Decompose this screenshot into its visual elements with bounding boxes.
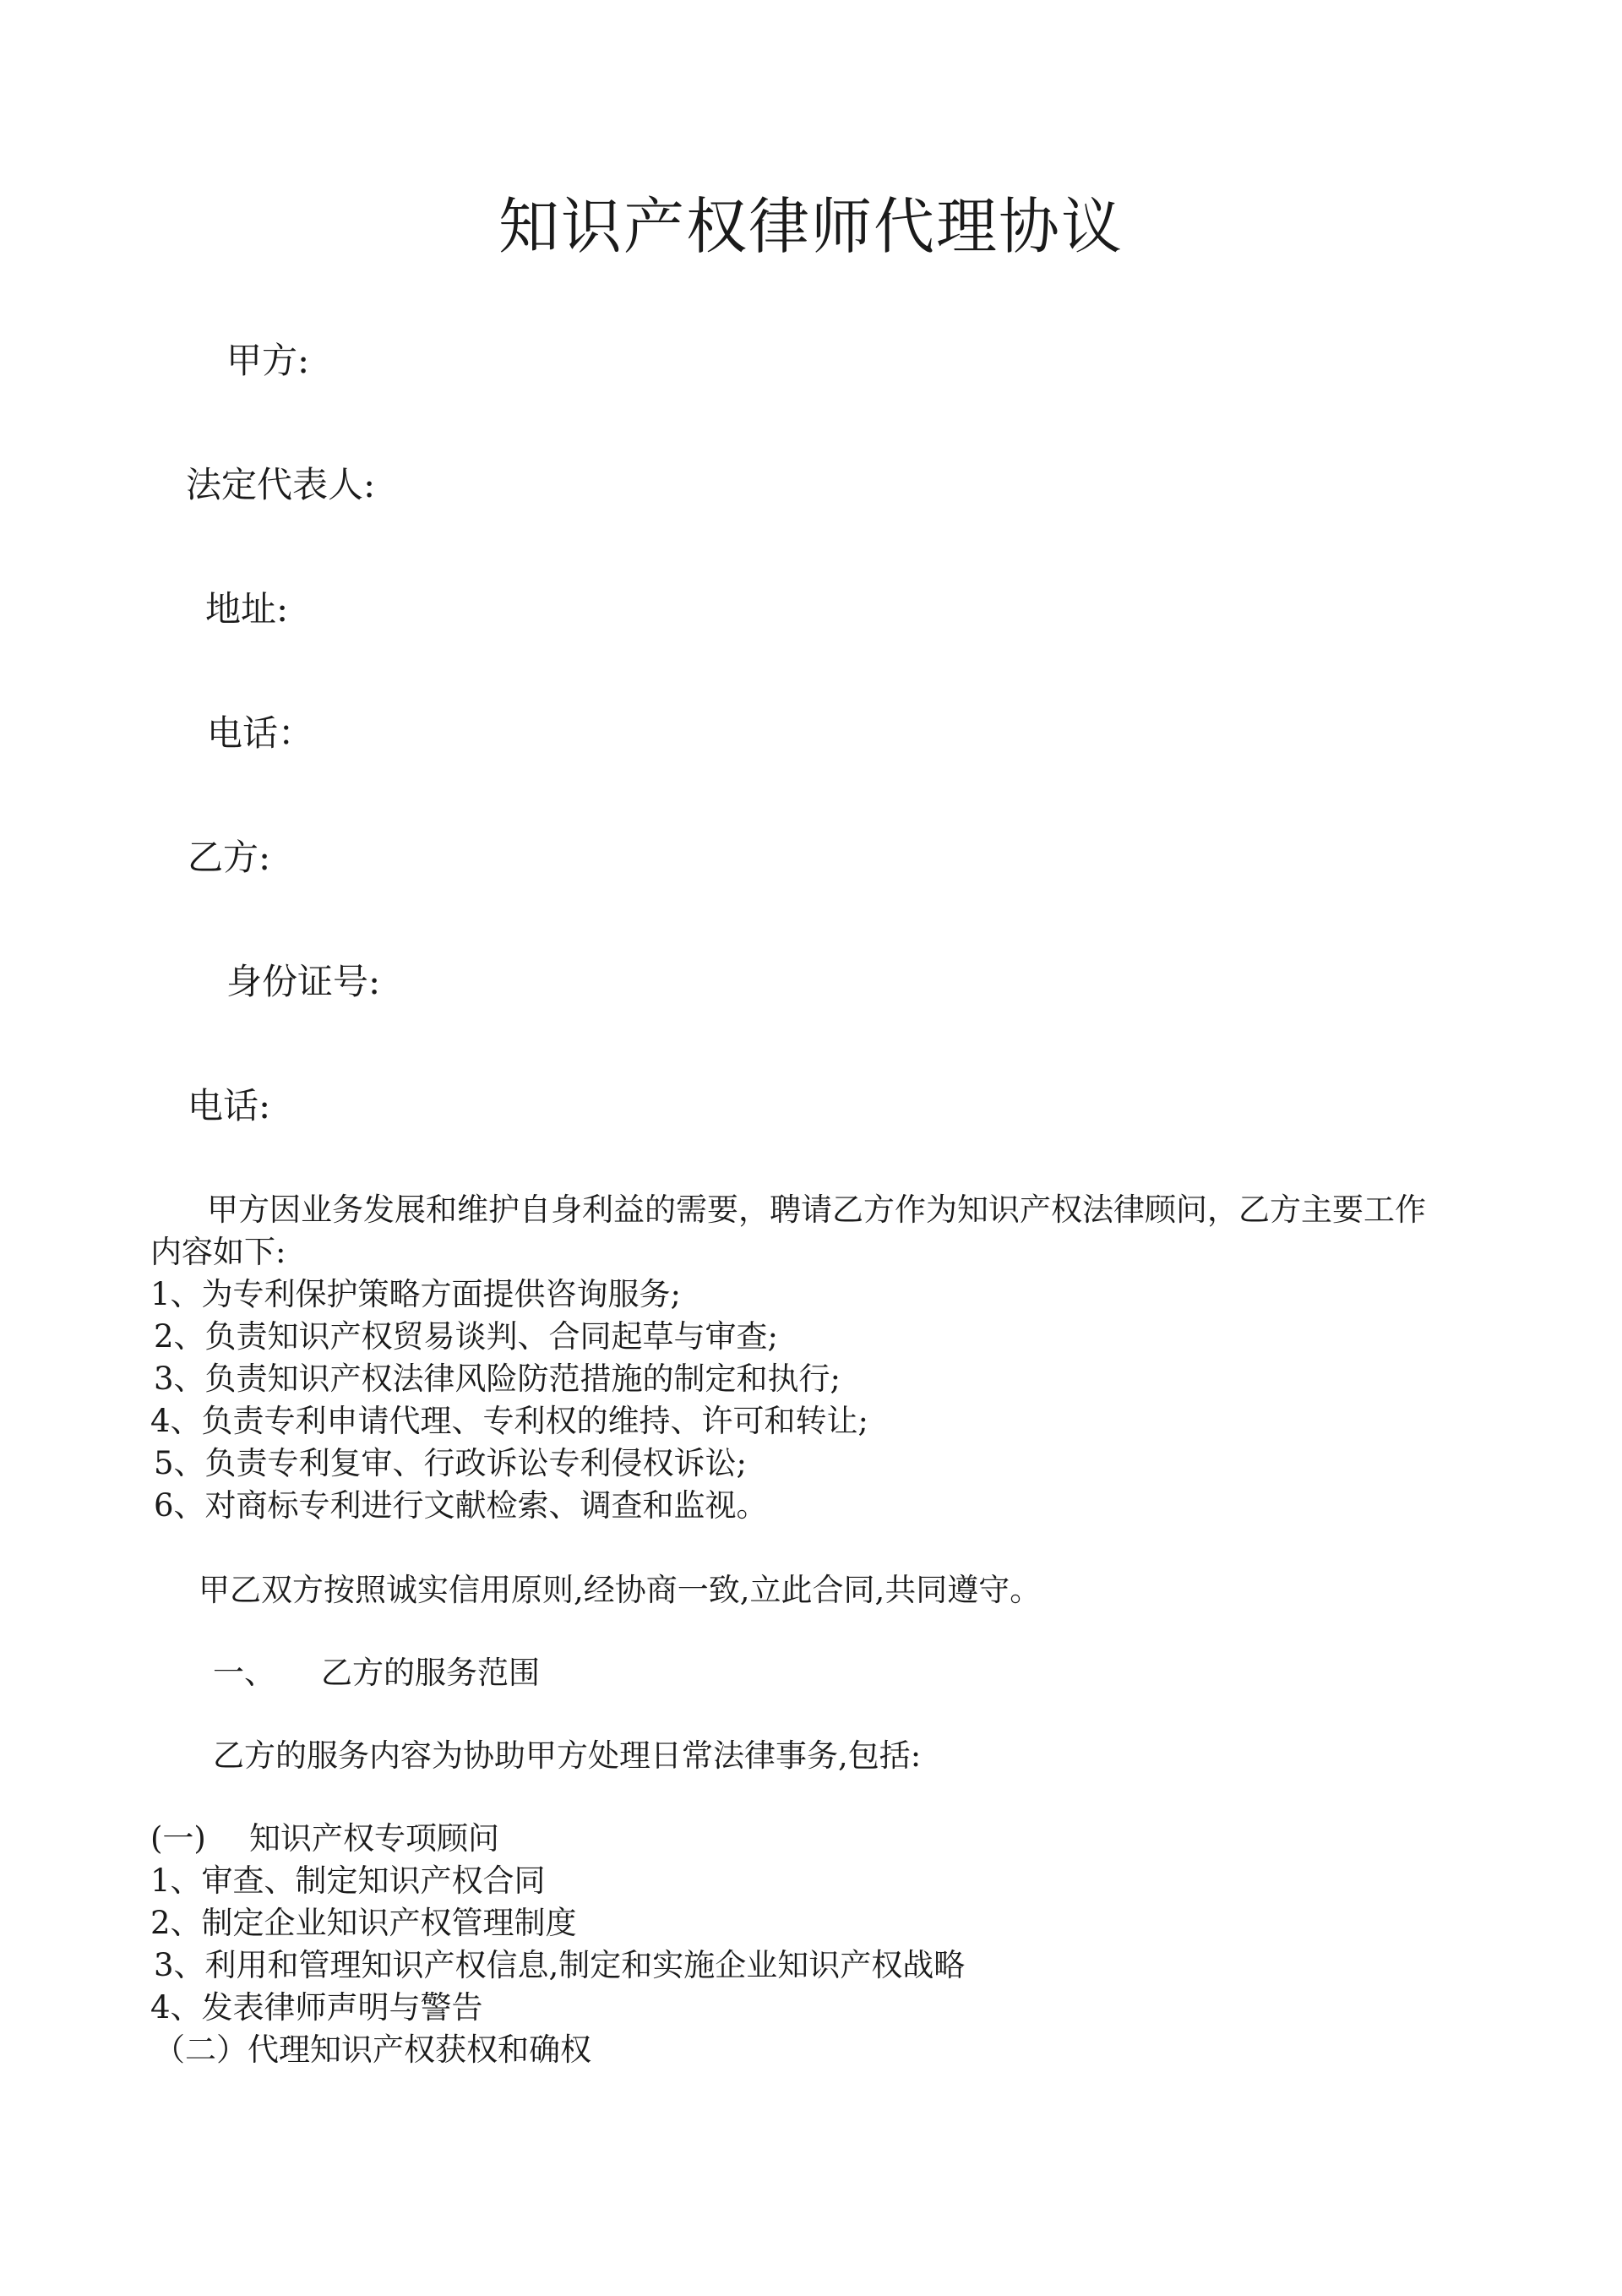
legal-representative-label: 法定代表人: [186, 464, 376, 505]
duty-item: 2、负责知识产权贸易谈判、合同起草与审查; [154, 1318, 779, 1355]
duty-item: 3、负责知识产权法律风险防范措施的制定和执行; [154, 1361, 841, 1397]
duty-item: 4、负责专利申请代理、专利权的维持、许可和转让; [150, 1403, 869, 1439]
subsection-1-number: (一) [150, 1820, 206, 1857]
party-a-phone-label: 电话： [207, 712, 314, 754]
duty-item: 6、对商标专利进行文献检索、调查和监视。 [154, 1487, 768, 1524]
address-label: 地址: [205, 588, 289, 630]
agreement-line: 甲乙双方按照诚实信用原则,经协商一致,立此合同,共同遵守。 [199, 1572, 1042, 1608]
subsection-2-heading: （二）代理知识产权获权和确权 [154, 2031, 591, 2068]
section-1-heading: 乙方的服务范围 [321, 1655, 540, 1691]
party-b-label: 乙方: [188, 837, 271, 878]
subsection-1-item: 4、发表律师声明与警告 [150, 1989, 483, 2026]
subsection-1-item: 2、制定企业知识产权管理制度 [150, 1905, 577, 1941]
intro-line-1: 甲方因业务发展和维护自身利益的需要，聘请乙方作为知识产权法律顾问，乙方主要工作 [207, 1192, 1426, 1228]
duty-item: 1、为专利保护策略方面提供咨询服务; [150, 1276, 682, 1312]
duty-item: 5、负责专利复审、行政诉讼专利侵权诉讼; [154, 1445, 748, 1481]
subsection-1-heading: 知识产权专项顾问 [249, 1820, 499, 1857]
document-title: 知识产权律师代理协议 [498, 191, 1124, 262]
intro-line-2: 内容如下: [150, 1234, 286, 1270]
party-a-label: 甲方: [226, 340, 310, 381]
section-1-intro: 乙方的服务内容为协助甲方处理日常法律事务,包括: [213, 1737, 922, 1774]
section-1-number: 一、 [213, 1655, 275, 1691]
subsection-1-item: 3、利用和管理知识产权信息,制定和实施企业知识产权战略 [154, 1947, 966, 1983]
party-b-phone-label: 电话: [188, 1085, 271, 1126]
subsection-1-item: 1、审查、制定知识产权合同 [150, 1862, 546, 1899]
id-number-label: 身份证号: [226, 961, 381, 1002]
